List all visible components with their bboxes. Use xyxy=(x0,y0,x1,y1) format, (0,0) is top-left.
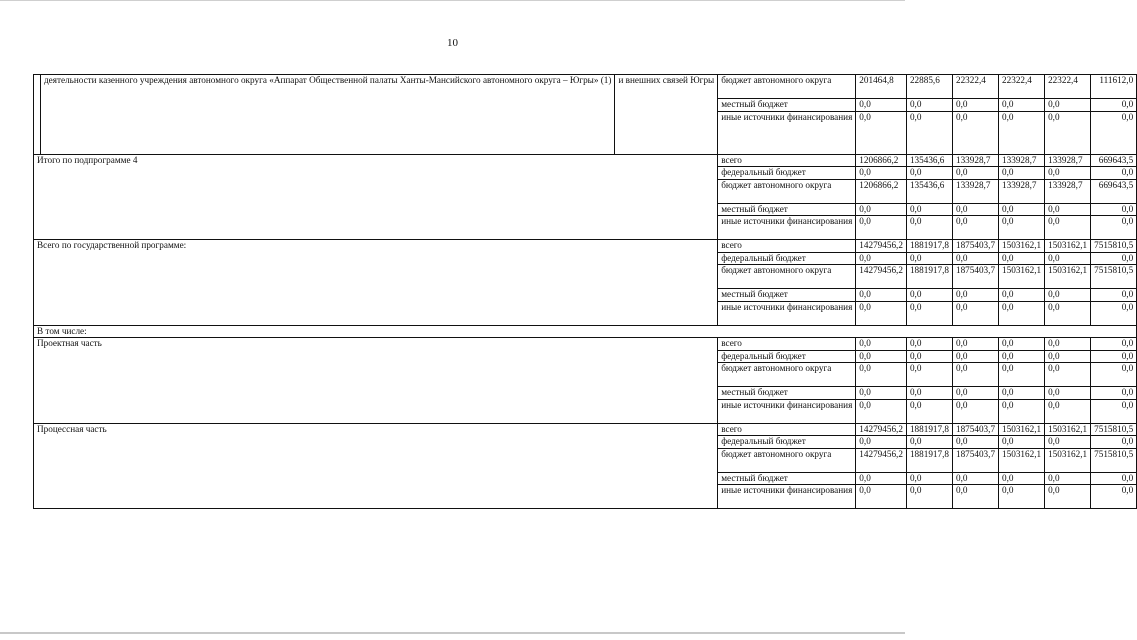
value-cell: 0,0 xyxy=(1091,301,1137,325)
value-cell: 0,0 xyxy=(1045,252,1091,265)
value-cell: 0,0 xyxy=(856,99,907,112)
source-cell: федеральный бюджет xyxy=(718,167,856,180)
value-cell: 0,0 xyxy=(952,301,998,325)
value-cell: 14279456,2 xyxy=(856,448,907,472)
value-cell: 0,0 xyxy=(952,363,998,387)
value-cell: 0,0 xyxy=(999,301,1045,325)
value-cell: 0,0 xyxy=(999,387,1045,400)
value-cell: 0,0 xyxy=(1091,338,1137,351)
group-label-cell: Проектная часть xyxy=(34,338,718,424)
value-cell: 14279456,2 xyxy=(856,265,907,289)
value-cell: 1206866,2 xyxy=(856,179,907,203)
source-cell: всего xyxy=(718,154,856,167)
value-cell: 0,0 xyxy=(1045,436,1091,449)
group-label-cell: Итого по подпрограмме 4 xyxy=(34,154,718,240)
source-cell: бюджет автономного округа xyxy=(718,265,856,289)
value-cell: 0,0 xyxy=(999,252,1045,265)
value-cell: 133928,7 xyxy=(1045,179,1091,203)
value-cell: 0,0 xyxy=(1091,252,1137,265)
value-cell: 0,0 xyxy=(856,289,907,302)
activity-name-cell: деятельности казенного учреждения автономного округа «Аппарат Общественной палаты Ханты-Мансийского автономного округа – Югры» (1) xyxy=(41,75,615,155)
value-cell: 0,0 xyxy=(906,338,952,351)
table-row xyxy=(34,338,1137,351)
value-cell: 0,0 xyxy=(1045,167,1091,180)
value-cell: 0,0 xyxy=(856,252,907,265)
value-cell: 0,0 xyxy=(1091,167,1137,180)
value-cell: 1206866,2 xyxy=(856,154,907,167)
value-cell: 22322,4 xyxy=(952,75,998,99)
value-cell: 0,0 xyxy=(1091,485,1137,509)
value-cell: 0,0 xyxy=(906,203,952,216)
value-cell: 0,0 xyxy=(856,363,907,387)
value-cell: 0,0 xyxy=(1045,387,1091,400)
value-cell: 1503162,1 xyxy=(1045,240,1091,253)
value-cell: 1503162,1 xyxy=(1045,265,1091,289)
value-cell: 133928,7 xyxy=(1045,154,1091,167)
value-cell: 0,0 xyxy=(906,472,952,485)
value-cell: 0,0 xyxy=(906,363,952,387)
value-cell: 0,0 xyxy=(1045,338,1091,351)
value-cell: 0,0 xyxy=(856,399,907,423)
value-cell: 0,0 xyxy=(856,350,907,363)
value-cell: 0,0 xyxy=(856,203,907,216)
table-row xyxy=(34,423,1137,436)
value-cell: 14279456,2 xyxy=(856,240,907,253)
scan-bottom-edge xyxy=(0,632,905,634)
value-cell: 1503162,1 xyxy=(999,265,1045,289)
value-cell: 0,0 xyxy=(1045,485,1091,509)
value-cell: 0,0 xyxy=(952,436,998,449)
number-cell xyxy=(34,75,41,155)
source-cell: иные источники финансирования xyxy=(718,485,856,509)
value-cell: 0,0 xyxy=(1091,436,1137,449)
source-cell: иные источники финансирования xyxy=(718,216,856,240)
value-cell: 0,0 xyxy=(999,203,1045,216)
group-label-cell: Всего по государственной программе: xyxy=(34,240,718,326)
source-cell: местный бюджет xyxy=(718,203,856,216)
value-cell: 0,0 xyxy=(906,485,952,509)
value-cell: 1881917,8 xyxy=(906,265,952,289)
value-cell: 7515810,5 xyxy=(1091,423,1137,436)
value-cell: 0,0 xyxy=(1045,363,1091,387)
value-cell: 0,0 xyxy=(952,167,998,180)
value-cell: 0,0 xyxy=(906,99,952,112)
table-row xyxy=(34,240,1137,253)
budget-table xyxy=(33,74,1137,509)
value-cell: 0,0 xyxy=(1045,301,1091,325)
scan-top-edge xyxy=(0,0,905,1)
value-cell: 0,0 xyxy=(1091,289,1137,302)
value-cell: 0,0 xyxy=(999,338,1045,351)
value-cell: 1875403,7 xyxy=(952,448,998,472)
value-cell: 0,0 xyxy=(952,111,998,154)
value-cell: 0,0 xyxy=(856,436,907,449)
value-cell: 0,0 xyxy=(1045,203,1091,216)
value-cell: 0,0 xyxy=(1091,387,1137,400)
value-cell: 22885,6 xyxy=(906,75,952,99)
source-cell: местный бюджет xyxy=(718,99,856,112)
value-cell: 0,0 xyxy=(952,99,998,112)
source-cell: федеральный бюджет xyxy=(718,350,856,363)
value-cell: 0,0 xyxy=(999,350,1045,363)
value-cell: 0,0 xyxy=(856,472,907,485)
value-cell: 0,0 xyxy=(952,485,998,509)
value-cell: 133928,7 xyxy=(952,154,998,167)
value-cell: 1503162,1 xyxy=(1045,448,1091,472)
source-cell: бюджет автономного округа xyxy=(718,448,856,472)
value-cell: 0,0 xyxy=(906,216,952,240)
including-label-cell: В том числе: xyxy=(34,325,1137,338)
value-cell: 1881917,8 xyxy=(906,423,952,436)
value-cell: 0,0 xyxy=(906,399,952,423)
including-row xyxy=(34,325,1137,338)
value-cell: 0,0 xyxy=(1045,216,1091,240)
value-cell: 0,0 xyxy=(1091,111,1137,154)
value-cell: 135436,6 xyxy=(906,154,952,167)
group-label-cell: Процессная часть xyxy=(34,423,718,509)
value-cell: 111612,0 xyxy=(1091,75,1137,99)
value-cell: 0,0 xyxy=(856,301,907,325)
source-cell: всего xyxy=(718,338,856,351)
value-cell: 0,0 xyxy=(999,99,1045,112)
value-cell: 0,0 xyxy=(952,387,998,400)
value-cell: 0,0 xyxy=(1045,472,1091,485)
value-cell: 0,0 xyxy=(1045,350,1091,363)
value-cell: 0,0 xyxy=(999,485,1045,509)
value-cell: 0,0 xyxy=(856,338,907,351)
value-cell: 1503162,1 xyxy=(1045,423,1091,436)
value-cell: 7515810,5 xyxy=(1091,265,1137,289)
value-cell: 0,0 xyxy=(856,111,907,154)
source-cell: федеральный бюджет xyxy=(718,252,856,265)
value-cell: 0,0 xyxy=(999,436,1045,449)
value-cell: 0,0 xyxy=(906,436,952,449)
value-cell: 1875403,7 xyxy=(952,423,998,436)
value-cell: 0,0 xyxy=(856,485,907,509)
value-cell: 7515810,5 xyxy=(1091,448,1137,472)
page-number: 10 xyxy=(447,37,458,49)
value-cell: 0,0 xyxy=(999,399,1045,423)
value-cell: 669643,5 xyxy=(1091,179,1137,203)
value-cell: 0,0 xyxy=(1045,399,1091,423)
value-cell: 0,0 xyxy=(856,216,907,240)
value-cell: 22322,4 xyxy=(1045,75,1091,99)
value-cell: 0,0 xyxy=(906,167,952,180)
source-cell: федеральный бюджет xyxy=(718,436,856,449)
source-cell: местный бюджет xyxy=(718,289,856,302)
source-cell: всего xyxy=(718,423,856,436)
value-cell: 201464,8 xyxy=(856,75,907,99)
value-cell: 1503162,1 xyxy=(999,240,1045,253)
value-cell: 0,0 xyxy=(906,111,952,154)
value-cell: 0,0 xyxy=(1045,289,1091,302)
value-cell: 0,0 xyxy=(906,387,952,400)
value-cell: 1503162,1 xyxy=(999,423,1045,436)
value-cell: 0,0 xyxy=(952,350,998,363)
value-cell: 0,0 xyxy=(999,363,1045,387)
value-cell: 0,0 xyxy=(856,167,907,180)
source-cell: бюджет автономного округа xyxy=(718,179,856,203)
value-cell: 0,0 xyxy=(1091,203,1137,216)
value-cell: 133928,7 xyxy=(999,179,1045,203)
table-body xyxy=(34,75,1137,509)
value-cell: 133928,7 xyxy=(952,179,998,203)
value-cell: 0,0 xyxy=(906,289,952,302)
value-cell: 0,0 xyxy=(1091,399,1137,423)
source-cell: иные источники финансирования xyxy=(718,301,856,325)
value-cell: 0,0 xyxy=(952,289,998,302)
value-cell: 135436,6 xyxy=(906,179,952,203)
value-cell: 22322,4 xyxy=(999,75,1045,99)
value-cell: 0,0 xyxy=(1091,99,1137,112)
source-cell: бюджет автономного округа xyxy=(718,75,856,99)
source-cell: местный бюджет xyxy=(718,472,856,485)
value-cell: 0,0 xyxy=(1091,216,1137,240)
value-cell: 0,0 xyxy=(1045,111,1091,154)
value-cell: 0,0 xyxy=(906,350,952,363)
source-cell: бюджет автономного округа xyxy=(718,363,856,387)
value-cell: 0,0 xyxy=(952,203,998,216)
source-cell: иные источники финансирования xyxy=(718,399,856,423)
value-cell: 0,0 xyxy=(952,338,998,351)
executor-cell: и внешних связей Югры xyxy=(615,75,718,155)
value-cell: 0,0 xyxy=(1091,472,1137,485)
value-cell: 14279456,2 xyxy=(856,423,907,436)
value-cell: 0,0 xyxy=(906,252,952,265)
value-cell: 1881917,8 xyxy=(906,240,952,253)
value-cell: 0,0 xyxy=(999,216,1045,240)
value-cell: 1875403,7 xyxy=(952,240,998,253)
table-row xyxy=(34,75,1137,99)
source-cell: иные источники финансирования xyxy=(718,111,856,154)
value-cell: 0,0 xyxy=(999,289,1045,302)
value-cell: 0,0 xyxy=(906,301,952,325)
value-cell: 1881917,8 xyxy=(906,448,952,472)
value-cell: 0,0 xyxy=(1045,99,1091,112)
table-row xyxy=(34,154,1137,167)
value-cell: 0,0 xyxy=(952,216,998,240)
value-cell: 0,0 xyxy=(999,111,1045,154)
value-cell: 0,0 xyxy=(856,387,907,400)
value-cell: 669643,5 xyxy=(1091,154,1137,167)
source-cell: всего xyxy=(718,240,856,253)
value-cell: 0,0 xyxy=(1091,350,1137,363)
value-cell: 7515810,5 xyxy=(1091,240,1137,253)
value-cell: 0,0 xyxy=(999,167,1045,180)
value-cell: 1875403,7 xyxy=(952,265,998,289)
source-cell: местный бюджет xyxy=(718,387,856,400)
value-cell: 0,0 xyxy=(952,252,998,265)
value-cell: 133928,7 xyxy=(999,154,1045,167)
value-cell: 0,0 xyxy=(999,472,1045,485)
value-cell: 0,0 xyxy=(952,399,998,423)
value-cell: 1503162,1 xyxy=(999,448,1045,472)
value-cell: 0,0 xyxy=(1091,363,1137,387)
value-cell: 0,0 xyxy=(952,472,998,485)
